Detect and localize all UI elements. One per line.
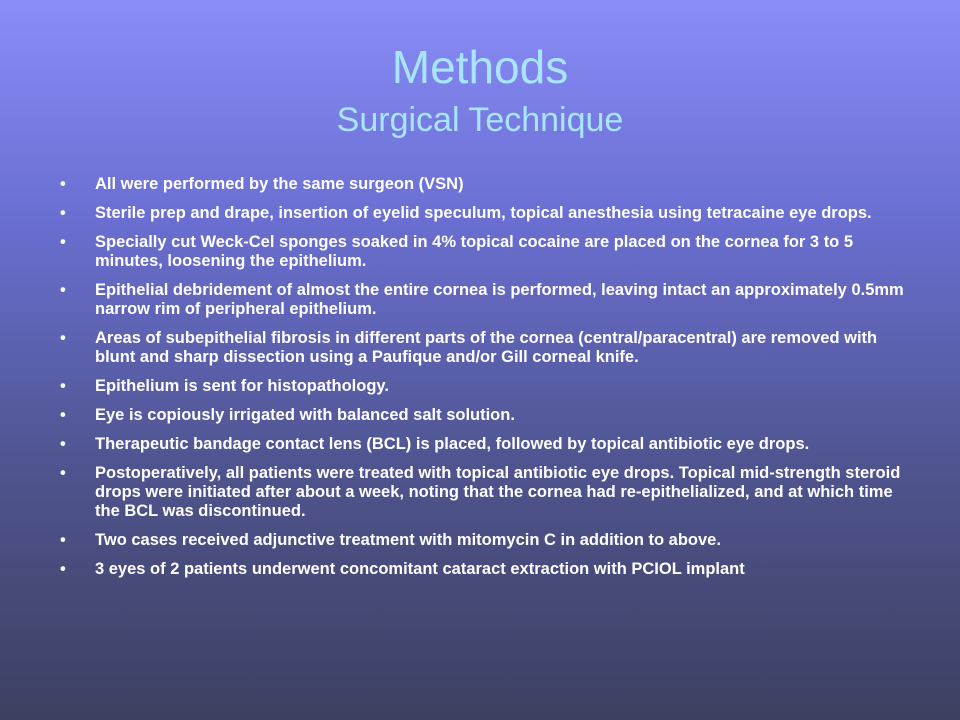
bullet-item — [60, 281, 910, 319]
bullet-text: Eye is copiously irrigated with balanced salt solution. — [95, 406, 515, 424]
bullet-item — [60, 435, 910, 454]
slide-title: Methods — [391, 41, 569, 93]
bullet-text: Therapeutic bandage contact lens (BCL) is placed, followed by topical antibiotic eye drops. — [95, 435, 810, 453]
bullet-icon: • — [60, 464, 66, 482]
bullet-item — [60, 406, 910, 425]
bullet-icon: • — [60, 560, 66, 578]
bullet-icon: • — [60, 233, 66, 251]
bullet-item — [60, 560, 910, 579]
slide-subtitle: Surgical Technique — [336, 101, 624, 139]
bullet-icon: • — [60, 281, 66, 299]
bullet-icon: • — [60, 531, 66, 549]
bullet-icon: • — [60, 175, 66, 193]
bullet-text: Specially cut Weck-Cel sponges soaked in 4% topical cocaine are placed on the cornea for 3 to 5 minutes, loosening the epithelium. — [95, 233, 854, 270]
bullet-list — [60, 175, 910, 589]
bullet-text: Areas of subepithelial fibrosis in different parts of the cornea (central/paracentral) are removed with blunt and sharp dissection using a Paufique and/or Gill corneal knife. — [95, 329, 878, 366]
bullet-item — [60, 175, 910, 194]
bullet-text: All were performed by the same surgeon (VSN) — [95, 175, 464, 193]
bullet-text: Two cases received adjunctive treatment with mitomycin C in addition to above. — [95, 531, 721, 549]
bullet-text: Sterile prep and drape, insertion of eyelid speculum, topical anesthesia using tetracaine eye drops. — [95, 204, 872, 222]
bullet-item — [60, 464, 910, 521]
bullet-text: Epithelial debridement of almost the entire cornea is performed, leaving intact an approximately 0.5mm narrow rim of peripheral epithelium. — [95, 281, 904, 318]
bullet-icon: • — [60, 329, 66, 347]
bullet-item — [60, 329, 910, 367]
bullet-text: Epithelium is sent for histopathology. — [95, 377, 389, 395]
bullet-item — [60, 204, 910, 223]
bullet-text: Postoperatively, all patients were treated with topical antibiotic eye drops. Topical mid-strength steroid drops were initiated after about a week, noting that the cornea had re-epithelialized, and at which time the BCL was discontinued. — [95, 464, 901, 520]
bullet-icon: • — [60, 435, 66, 453]
bullet-item — [60, 233, 910, 271]
bullet-icon: • — [60, 204, 66, 222]
bullet-icon: • — [60, 377, 66, 395]
bullet-item — [60, 531, 910, 550]
bullet-text: 3 eyes of 2 patients underwent concomitant cataract extraction with PCIOL implant — [95, 560, 745, 578]
bullet-icon: • — [60, 406, 66, 424]
bullet-item — [60, 377, 910, 396]
